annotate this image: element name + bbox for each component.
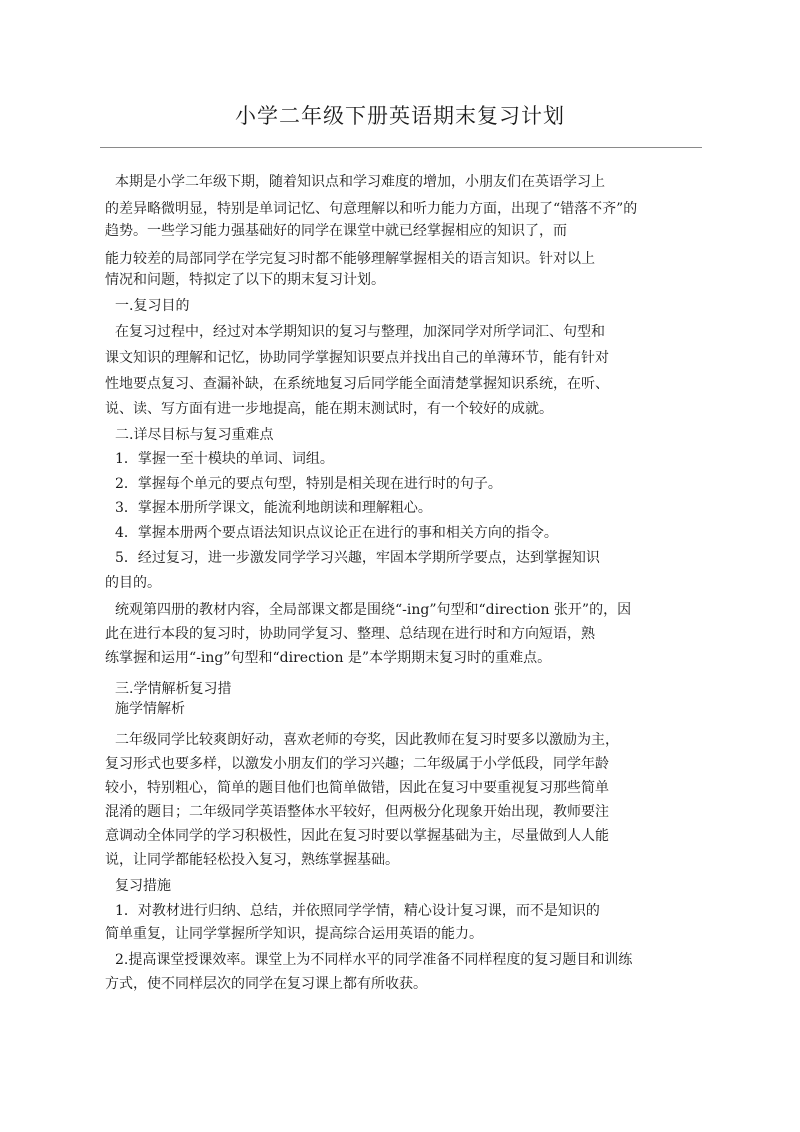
text-line: 说，让同学都能轻松投入复习，熟练掌握基础。 — [105, 852, 399, 868]
section-heading: 二.详尽目标与复习重难点 — [115, 427, 274, 443]
list-item: 4．掌握本册两个要点语法知识点议论正在进行的事和相关方向的指令。 — [115, 525, 558, 541]
section-heading: 复习措施 — [115, 878, 171, 894]
list-item: 1．掌握一至十模块的单词、词组。 — [115, 451, 334, 467]
text-line: 二年级同学比较爽朗好动，喜欢老师的夸奖，因此教师在复习时要多以激励为主， — [115, 732, 619, 748]
section-heading: 施学情解析 — [115, 701, 185, 717]
title-divider — [100, 147, 702, 148]
text-line: 练掌握和运用“-ing”句型和“direction 是”本学期期末复习时的重难点。 — [105, 650, 552, 666]
list-item: 5．经过复习，进一步激发同学学习兴趣，牢固本学期所学要点，达到掌握知识 — [115, 550, 600, 566]
text-line: 说、读、写方面有进一步地提高，能在期末测试时，有一个较好的成就。 — [105, 401, 553, 417]
text-line: 趋势。一些学习能力强基础好的同学在课堂中就已经掌握相应的知识了，而 — [105, 223, 567, 239]
text-line: 在复习过程中，经过对本学期知识的复习与整理，加深同学对所学词汇、句型和 — [115, 324, 605, 340]
section-heading: 一.复习目的 — [115, 298, 190, 314]
text-line: 本期是小学二年级下期，随着知识点和学习难度的增加，小朋友们在英语学习上 — [115, 174, 605, 190]
text-line: 的差异略微明显，特别是单词记忆、句意理解以和听力能力方面，出现了“错落不齐”的 — [105, 201, 638, 217]
text-line: 此在进行本段的复习时，协助同学复习、整理、总结现在进行时和方向短语，熟 — [105, 626, 595, 642]
text-line: 统观第四册的教材内容，全局部课文都是围绕“-ing”句型和“direction 张开”的，因 — [115, 602, 632, 618]
document-title: 小学二年级下册英语期末复习计划 — [235, 104, 565, 128]
section-heading: 三.学情解析复习措 — [115, 681, 232, 697]
list-item: 1．对教材进行归纳、总结，并依照同学学情，精心设计复习课，而不是知识的 — [115, 903, 600, 919]
text-line: 意调动全体同学的学习积极性，因此在复习时要以掌握基础为主，尽量做到人人能 — [105, 828, 609, 844]
text-line: 性地要点复习、查漏补缺，在系统地复习后同学能全面清楚掌握知识系统，在听、 — [105, 376, 609, 392]
list-item: 2．掌握每个单元的要点句型，特别是相关现在进行时的句子。 — [115, 476, 502, 492]
text-line: 简单重复，让同学掌握所学知识，提高综合运用英语的能力。 — [105, 926, 483, 942]
text-line: 较小，特别粗心，简单的题目他们也简单做错，因此在复习中要重视复习那些简单 — [105, 780, 609, 796]
text-line: 情况和问题，特拟定了以下的期末复习计划。 — [105, 272, 385, 288]
text-line: 混淆的题目；二年级同学英语整体水平较好，但两极分化现象开始出现，教师要注 — [105, 804, 609, 820]
list-item: 3．掌握本册所学课文，能流利地朗读和理解粗心。 — [115, 500, 432, 516]
text-line: 方式，使不同样层次的同学在复习课上都有所收获。 — [105, 976, 427, 992]
text-line: 能力较差的局部同学在学完复习时都不能够理解掌握相关的语言知识。针对以上 — [105, 251, 595, 267]
list-item: 2.提高课堂授课效率。课堂上为不同样水平的同学准备不同样程度的复习题目和训练 — [115, 952, 633, 968]
text-line: 复习形式也要多样，以激发小朋友们的学习兴趣；二年级属于小学低段，同学年龄 — [105, 756, 609, 772]
text-line: 课文知识的理解和记忆，协助同学掌握知识要点并找出自己的单薄环节，能有针对 — [105, 350, 609, 366]
text-line: 的目的。 — [105, 575, 161, 591]
